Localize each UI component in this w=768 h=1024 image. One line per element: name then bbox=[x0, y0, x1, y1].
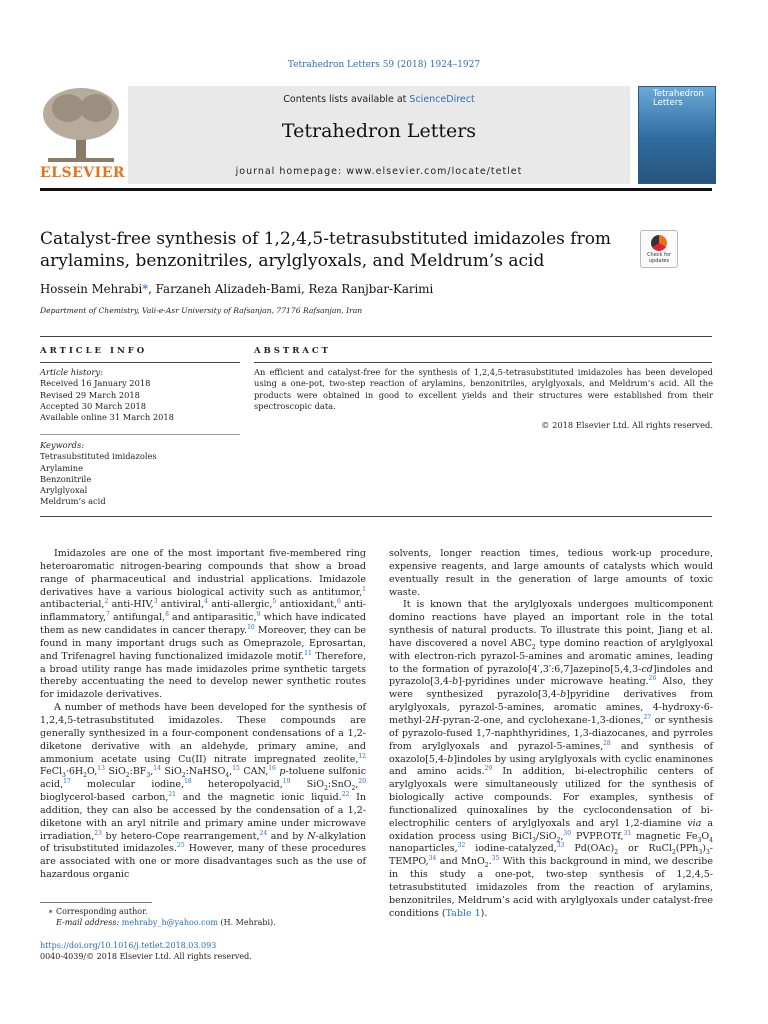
abstract-heading: ABSTRACT bbox=[254, 346, 331, 356]
journal-homepage: journal homepage: www.elsevier.com/locate/tetlet bbox=[235, 166, 523, 177]
abstract-copyright: © 2018 Elsevier Ltd. All rights reserved. bbox=[541, 420, 713, 430]
divider bbox=[40, 434, 240, 435]
affiliation: Department of Chemistry, Vali-e-Asr University of Rafsanjan, 77176 Rafsanjan, Iran bbox=[40, 306, 363, 315]
article-info-heading: ARTICLE INFO bbox=[40, 346, 148, 356]
contents-line: Contents lists available at ScienceDirect bbox=[283, 94, 475, 105]
divider bbox=[40, 516, 712, 517]
divider bbox=[40, 362, 240, 363]
header-divider bbox=[40, 188, 712, 191]
corresponding-author-marker[interactable]: * bbox=[142, 282, 149, 296]
check-updates-icon bbox=[651, 235, 667, 251]
history-online: Available online 31 March 2018 bbox=[40, 412, 174, 423]
doi-link[interactable]: https://doi.org/10.1016/j.tetlet.2018.03.093 bbox=[40, 941, 217, 950]
footnotes: ∗ Corresponding author. E-mail address: mehraby_h@yahoo.com (H. Mehrabi). bbox=[48, 907, 276, 928]
history-revised: Revised 29 March 2018 bbox=[40, 389, 140, 400]
keywords: Keywords: Tetrasubstituted imidazoles Arylamine Benzonitrile Arylglyoxal Meldrum’s acid bbox=[40, 440, 240, 508]
abstract-text: An efficient and catalyst-free for the synthesis of 1,2,4,5-tetrasubstituted imidazoles has been developed using a one-pot, two-step reaction of arylamins, benzonitriles, arylglyoxals, and Meldrum’s acid. All the products were obtained in good to excellent yields and their structures were established from their spectroscopic data. bbox=[254, 367, 713, 411]
article-history: Article history: Received 16 January 2018 Revised 29 March 2018 Accepted 30 March 2018 Available online 31 March 2018 bbox=[40, 367, 240, 423]
article-identifiers bbox=[40, 940, 440, 963]
history-accepted: Accepted 30 March 2018 bbox=[40, 400, 147, 411]
issn-line: 0040-4039/© 2018 Elsevier Ltd. All rights reserved. bbox=[40, 952, 252, 962]
keyword: Benzonitrile bbox=[40, 473, 92, 484]
author-list: Hossein Mehrabi*, Farzaneh Alizadeh-Bami, Reza Ranjbar-Karimi bbox=[40, 282, 434, 296]
keyword: Meldrum’s acid bbox=[40, 496, 106, 507]
elsevier-wordmark: ELSEVIER bbox=[40, 165, 126, 181]
keyword: Arylglyoxal bbox=[40, 485, 88, 496]
email-link[interactable]: mehraby_h@yahoo.com bbox=[121, 918, 218, 928]
history-received: Received 16 January 2018 bbox=[40, 378, 151, 389]
article-title: Catalyst-free synthesis of 1,2,4,5-tetrasubstituted imidazoles from arylamins, benzonitriles, arylglyoxals, and Meldrum’s acid bbox=[40, 229, 612, 271]
journal-title: Tetrahedron Letters bbox=[281, 120, 477, 142]
keyword: Arylamine bbox=[40, 462, 84, 473]
journal-cover-thumbnail: Tetrahedron Letters bbox=[638, 86, 716, 184]
sciencedirect-link[interactable]: ScienceDirect bbox=[409, 94, 475, 105]
footnote-divider bbox=[40, 902, 152, 903]
check-for-updates-badge[interactable]: Check for updates bbox=[640, 230, 678, 268]
body-column-left: Imidazoles are one of the most important five-membered ring heteroaromatic nitrogen-bearing compounds that show a broad range of pharmaceutical and industrial applications. Imidazole derivatives have a various biological activity such as antitumor,$^1$ antibacterial,$^2$ anti-HIV,$^3$ antiviral,$^4$ anti-allergic,$^5$ antioxidant,$^6$ anti-inflammatory,$^7$ antifungal,$^8$ and antiparasitic,$^9$ which have indicated them as new candidates in cancer therapy.$^{10}$ Moreover, they can be found in many important drugs such as Omeprazole, Eprosartan, and Trifenagrel having functionalized imidazole motif.$^{11}$ Therefore, a broad utility range has made imidazoles prime synthetic targets thereby accentuating the need to develop newer synthetic routes for imidazole derivatives. A number of methods have been developed for the synthesis of 1,2,4,5-tetrasubstituted imidazoles. These compounds are generally synthesized in a four-component condensations of a 1,2-diketone derivative with an aldehyde, primary amine, and ammonium acetate using Cu(II) nitrate impregnated zeolite,$^{12}$ $FeCl_3\cdot 6H_2O,^{13}$ $SiO_2:BF_3,^{14}$ SiO$_2$:NaHSO$_4$,$^{15}$ CAN,$^{16}$ p-toluene sulfonic acid,$^{17}$ molecular iodine,$^{18}$ heteropolyacid,$^{19}$ SiO$_2$:SnO$_2$,$^{20}$ bioglycerol-based carbon,$^{21}$ and the magnetic ionic liquid.$^{22}$ In addition, they can also be accessed by the condensation of a 1,2-diketone with an aryl nitrile and primary amine under microwave irradiation,$^{23}$ by hetero-Cope rearrangement,$^{24}$ and by N-alkylation of trisubstituted imidazoles.$^{25}$ However, many of these procedures are associated with one or more disadvantages such as the use of hazardous organic bbox=[40, 548, 367, 881]
divider bbox=[254, 362, 712, 363]
homepage-link[interactable]: www.elsevier.com/locate/tetlet bbox=[346, 166, 523, 177]
divider bbox=[40, 336, 712, 337]
journal-citation[interactable]: Tetrahedron Letters 59 (2018) 1924–1927 bbox=[287, 60, 481, 70]
keyword: Tetrasubstituted imidazoles bbox=[40, 451, 157, 462]
body-column-right: solvents, longer reaction times, tedious work-up procedure, expensive reagents, and large amounts of catalysts which would eventually result in the generation of large amounts of toxic waste. It is known that the arylglyoxals undergoes multicomponent domino reactions have played an important role in the total synthesis of natural products. To illustrate this point, Jiang et al. have discovered a novel $ABC_2$ type domino reaction of arylglyoxal with electron-rich pyrazol-5-amines and aromatic amines, leading to the formation of pyrazolo[4′,3′:6,7]azepino[5,4,3-cd]indoles and pyrazolo[3,4-b]-pyridines under microwave heating.$^{26}$ Also, they were synthesized pyrazolo[3,4-b]pyridine derivatives from arylglyoxals, pyrazol-5-amines, aromatic amines, 4-hydroxy-6-methyl-2H-pyran-2-one, and cyclohexane-1,3-diones,$^{27}$ or synthesis of pyrazolo-fused 1,7-naphthyridines, 1,3-diazocanes, and pyrroles from arylglyoxals and pyrazol-5-amines,$^{28}$ and synthesis of oxazolo[5,4-b]indoles by using arylglyoxals with cyclic enaminones and amino acids.$^{29}$ In addition, bi-electrophilic centers of arylglyoxals were simultaneously utilized for the synthesis of biologically active compounds. For examples, synthesis of functionalized quinoxalines by the cyclocondensation of bi-electrophilic centers of arylglyoxals and aryl 1,2-diamine via a oxidation process using BiCl$_3$/SiO$_2$,$^{30}$ PVPP.OTf,$^{31}$ magnetic $Fe_3O_4$ nanoparticles,$^{32}$ iodine-catalyzed,$^{33}$ $Pd(OAc)_2$ or $RuCl_2(PPh_3)_3-TEMPO,^{34}$ and MnO$_2$.$^{35}$ With this background in mind, we describe in this study a one-pot, two-step synthesis of 1,2,4,5-tetrasubstituted imidazoles from the reaction of arylamins, benzonitriles, Meldrum’s acid with arylglyoxals under catalyst-free conditions (Table 1). bbox=[389, 548, 713, 919]
